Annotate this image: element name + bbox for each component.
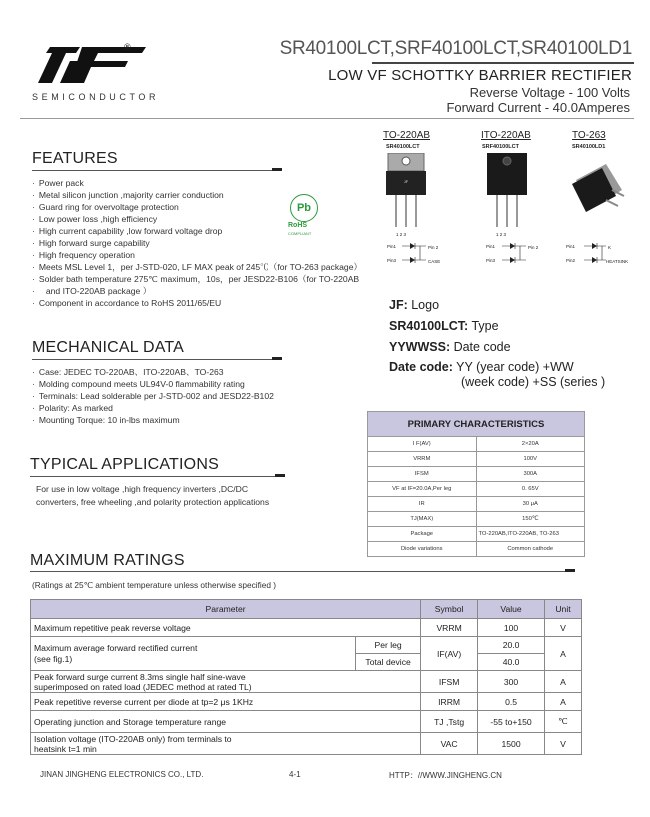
list-item: · Polarity: As marked: [32, 402, 362, 414]
list-item: · Mounting Torque: 10 in-lbs maximum: [32, 414, 362, 426]
pin-label: Pin1: [486, 244, 496, 249]
pin-label: Pin3: [486, 258, 496, 263]
footer-url[interactable]: HTTP：//WWW.JINGHENG.CN: [389, 771, 502, 780]
applications-rule: [30, 476, 285, 477]
table-row: IFSM 300A: [368, 467, 585, 482]
list-item: · High frequency operation: [32, 249, 392, 261]
pin-numbers: 1 2 3: [396, 232, 407, 237]
svg-text:JF: JF: [403, 179, 409, 184]
applications-heading: TYPICAL APPLICATIONS: [30, 456, 219, 473]
table-row: VF at IF=20.0A,Per leg 0. 65V: [368, 482, 585, 497]
table-row: Maximum average forward rectified current (see fig.1) Per leg IF(AV) 20.0 A: [31, 637, 582, 654]
list-item: · Solder bath temperature 275℃ maximum，10s，per JESD22-B106（for TO-220AB: [32, 273, 392, 285]
package-title-ito220ab: ITO-220AB: [481, 130, 531, 141]
table-row: Operating junction and Storage temperature range TJ ,Tstg -55 to+150 ℃: [31, 711, 582, 733]
package-title-to220ab: TO-220AB: [383, 130, 431, 141]
features-list: [32, 177, 392, 309]
list-item: · Component in accordance to RoHS 2011/65/EU: [32, 297, 392, 309]
rohs-compliant: COMPLIANT: [288, 231, 312, 236]
table-row: Package TO-220AB,ITO-220AB, TO-263: [368, 527, 585, 542]
pin-label: Pin3: [387, 258, 397, 263]
ito220ab-package-icon: [483, 153, 531, 233]
ratings-rule: [30, 571, 575, 572]
header-divider: [20, 118, 634, 119]
list-item: · Case: JEDEC TO-220AB、ITO-220AB、TO-263: [32, 366, 362, 378]
list-item: · Guard ring for overvoltage protection: [32, 201, 392, 213]
pin-label: Pin2: [566, 258, 576, 263]
applications-rule-mark: [275, 474, 285, 477]
header-rule: [372, 62, 634, 64]
registered-mark: ®: [124, 42, 131, 52]
table-row: Peak repetitive reverse current per diode at tp=2 μs 1KHz IRRM 0.5 A: [31, 693, 582, 711]
pin-label: Pin1: [387, 244, 397, 249]
mechanical-heading: MECHANICAL DATA: [32, 339, 185, 356]
pin-label: Pin 2: [528, 245, 539, 250]
mechanical-rule-mark: [272, 357, 282, 360]
list-item: · Low power loss ,high efficiency: [32, 213, 392, 225]
list-item: · Power pack: [32, 177, 392, 189]
reverse-voltage: Reverse Voltage - 100 Volts: [469, 85, 630, 100]
part-numbers: SR40100LCT,SRF40100LCT,SR40100LD1: [279, 38, 632, 59]
list-item-continuation: · and ITO-220AB package ）: [32, 285, 392, 297]
maximum-ratings-table: [30, 599, 582, 755]
legend-logo: JF: Logo: [389, 298, 440, 312]
table-row: Diode variations Common cathode: [368, 542, 585, 557]
table-row: Isolation voltage (ITO-220AB only) from terminals to heatsink t=1 min VAC 1500 V: [31, 733, 582, 755]
list-item: · Meets MSL Level 1，per J-STD-020, LF MAX peak of 245℃（for TO-263 package）: [32, 261, 392, 273]
package-title-to263: TO-263: [572, 130, 606, 141]
semiconductor-label: SEMICONDUCTOR: [32, 92, 160, 102]
features-rule: [32, 170, 282, 171]
company-logo: [36, 47, 148, 83]
list-item: · Molding compound meets UL94V-0 flammability rating: [32, 378, 362, 390]
table-row: Peak forward surge current 8.3ms single half sine-wave superimposed on rated load (JEDEC method at rated TL) IFSM 300 A: [31, 671, 582, 693]
footer-company: JINAN JINGHENG ELECTRONICS CO., LTD.: [40, 770, 204, 779]
pin-label: HEATSINK: [606, 259, 629, 264]
pin-label: CASE: [428, 259, 441, 264]
table-row: VRRM 100V: [368, 452, 585, 467]
list-item: · Terminals: Lead solderable per J-STD-002 and JESD22-B102: [32, 390, 362, 402]
list-item: · Metal silicon junction ,majority carrier conduction: [32, 189, 392, 201]
pb-free-icon: Pb: [290, 194, 318, 222]
footer-page: 4-1: [289, 770, 301, 779]
pin-label: K: [608, 245, 612, 250]
pin-label: Pin 2: [428, 245, 439, 250]
table-row: TJ(MAX) 150℃: [368, 512, 585, 527]
package-part-to220ab: SR40100LCT: [386, 144, 420, 150]
pin-label: Pin1: [566, 244, 576, 249]
features-rule-mark: [272, 168, 282, 171]
table-row: Maximum repetitive peak reverse voltage VRRM 100 V: [31, 619, 582, 637]
applications-text: For use in low voltage ,high frequency inverters ,DC/DC converters, free wheeling ,and polarity protection applications: [36, 484, 270, 507]
ratings-rule-mark: [565, 569, 575, 572]
table-header-row: Parameter Symbol Value Unit: [31, 600, 582, 619]
rohs-label: RoHS: [288, 222, 308, 229]
forward-current: Forward Current - 40.0Amperes: [446, 100, 630, 115]
ratings-note: (Ratings at 25℃ ambient temperature unless otherwise specified ): [32, 580, 277, 590]
list-item: · High forward surge capability: [32, 237, 392, 249]
list-item: · High current capability ,low forward voltage drop: [32, 225, 392, 237]
doc-title: LOW VF SCHOTTKY BARRIER RECTIFIER: [328, 67, 632, 84]
primary-heading: PRIMARY CHARACTERISTICS: [368, 412, 585, 437]
table-row: IR 30 μA: [368, 497, 585, 512]
ratings-heading: MAXIMUM RATINGS: [30, 552, 185, 569]
legend-type: SR40100LCT: Type: [389, 319, 499, 333]
to220ab-package-icon: [382, 153, 430, 233]
package-part-to263: SR40100LD1: [572, 144, 606, 150]
legend-date-code: Date code: YY (year code) +WW: [389, 360, 574, 374]
table-row: I F(AV) 2×20A: [368, 437, 585, 452]
pin-numbers: 1 2 3: [496, 232, 507, 237]
mechanical-list: [32, 366, 362, 426]
ito220ab-pin-diagram: [488, 240, 548, 266]
primary-characteristics-table: [367, 411, 585, 557]
legend-date-code-2: (week code) +SS (series ): [461, 375, 606, 389]
mechanical-rule: [32, 359, 282, 360]
features-heading: FEATURES: [32, 150, 118, 167]
package-part-ito220ab: SRF40100LCT: [482, 144, 519, 150]
to263-package-icon: [566, 160, 626, 220]
table-row: Total device 40.0: [31, 654, 582, 671]
legend-date: YYWWSS: Date code: [389, 340, 511, 354]
